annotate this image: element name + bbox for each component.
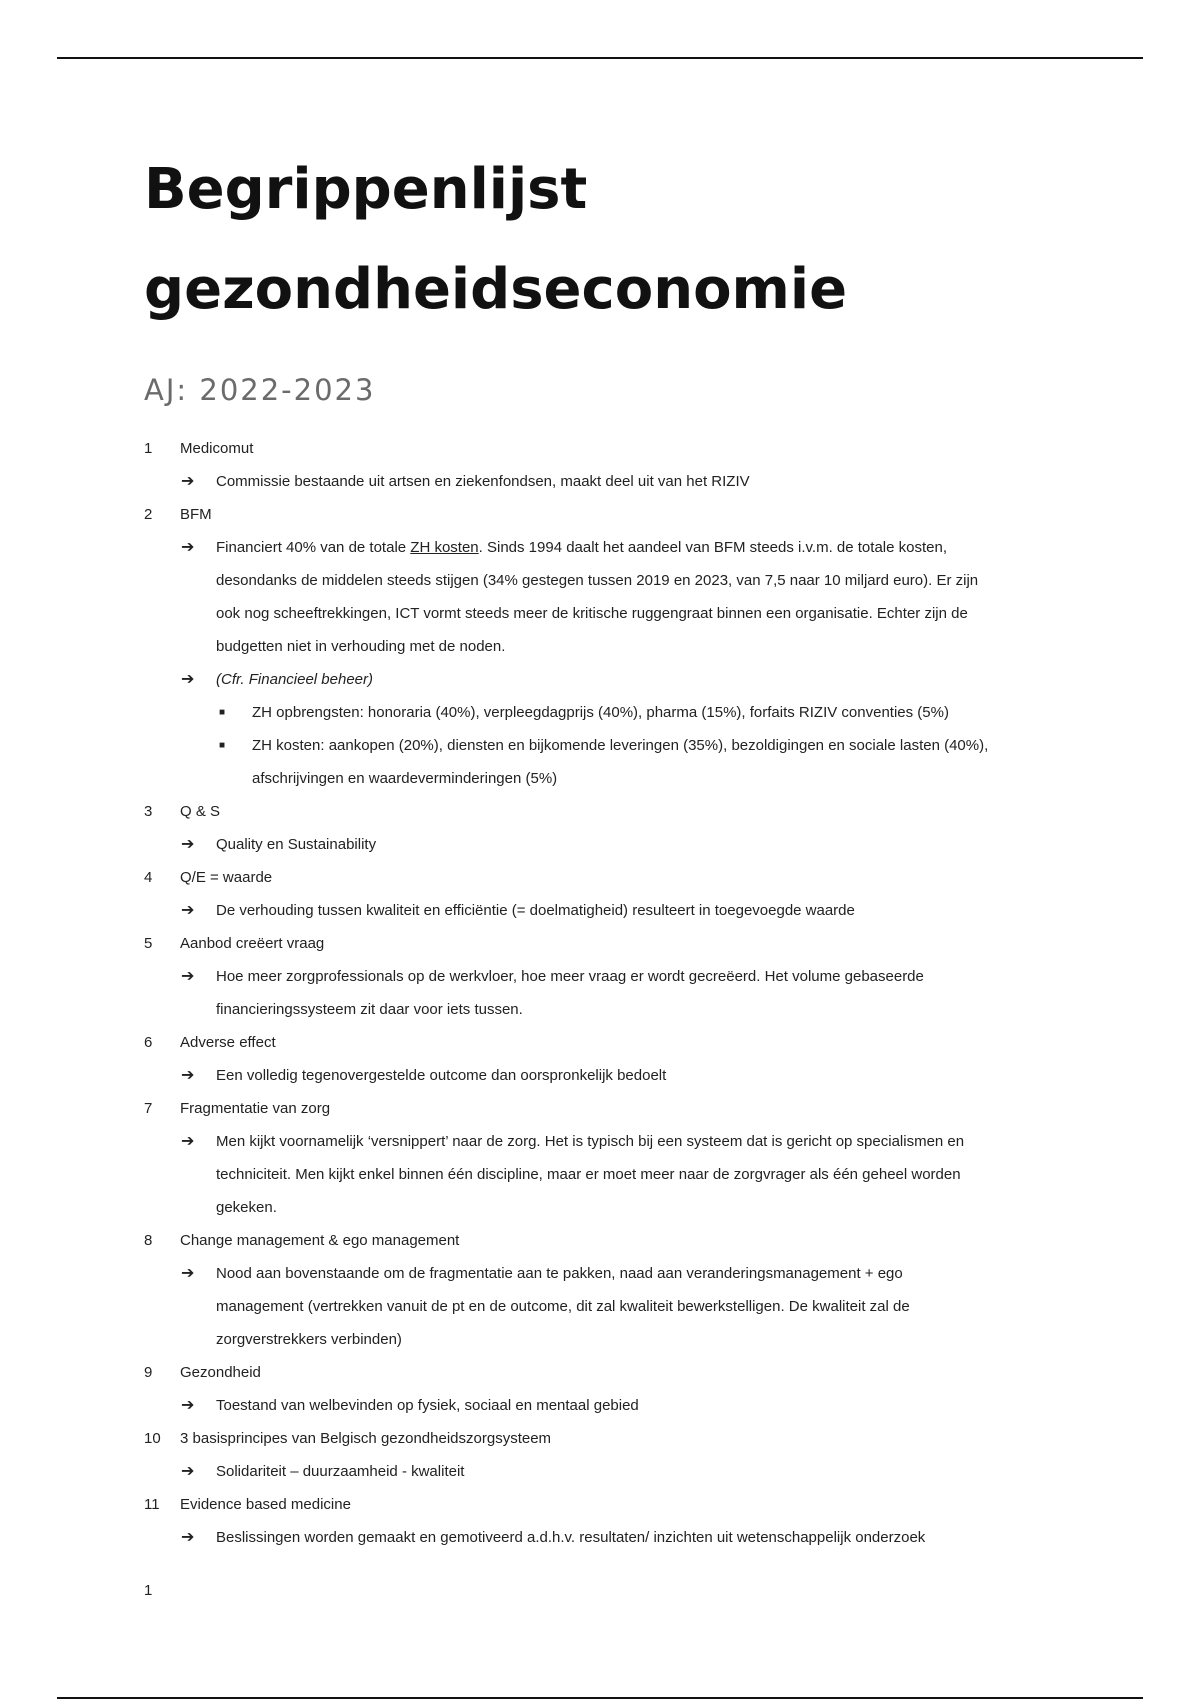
arrow-right-icon: ➔	[181, 1463, 195, 1480]
definition-text-part: gekeken.	[216, 1199, 277, 1216]
page-number: 1	[144, 1582, 153, 1599]
arrow-right-icon: ➔	[181, 968, 195, 985]
definition-text-part: Financiert 40% van de totale	[216, 539, 411, 556]
definition-item	[144, 1125, 1064, 1224]
definition-item	[144, 1455, 1064, 1488]
term-number: 8	[144, 1232, 153, 1249]
definition-item	[144, 1257, 1064, 1356]
square-bullet-icon: ■	[219, 740, 226, 751]
definition-text-part: financieringssysteem zit daar voor iets tussen.	[216, 1001, 523, 1018]
definition-text: De verhouding tussen kwaliteit en efficiëntie (= doelmatigheid) resulteert in toegevoegde waarde	[216, 902, 855, 919]
term-list	[144, 432, 1064, 1554]
sub-bullet-item	[144, 729, 1064, 795]
title-line-1: Begrippenlijst	[144, 157, 588, 222]
term-item	[144, 432, 1064, 465]
arrow-right-icon: ➔	[181, 1529, 195, 1546]
definition-text-part: . Sinds 1994 daalt het aandeel van BFM steeds i.v.m. de totale kosten,	[478, 539, 947, 556]
definition-text-part: zorgverstrekkers verbinden)	[216, 1331, 402, 1348]
term-number: 3	[144, 803, 153, 820]
footer-rule	[57, 1697, 1143, 1699]
term-number: 7	[144, 1100, 153, 1117]
sub-bullet-item	[144, 696, 1064, 729]
term-number: 5	[144, 935, 153, 952]
arrow-right-icon: ➔	[181, 1067, 195, 1084]
term-label: Adverse effect	[180, 1034, 276, 1051]
term-label: Change management & ego management	[180, 1232, 460, 1249]
term-item	[144, 1026, 1064, 1059]
definition-text: Toestand van welbevinden op fysiek, sociaal en mentaal gebied	[216, 1397, 639, 1414]
term-number: 10	[144, 1430, 161, 1447]
definition-text	[216, 1265, 910, 1348]
term-number: 4	[144, 869, 153, 886]
sub-bullet-text: ZH opbrengsten: honoraria (40%), verpleegdagprijs (40%), pharma (15%), forfaits RIZIV conventies (5%)	[252, 704, 949, 721]
title-line-2: gezondheidseconomie	[144, 257, 848, 322]
arrow-right-icon: ➔	[181, 1133, 195, 1150]
document-body	[144, 140, 1064, 1554]
definition-item	[144, 1389, 1064, 1422]
sub-bullet-text-part: afschrijvingen en waardeverminderingen (5%)	[252, 770, 558, 787]
term-item	[144, 1224, 1064, 1257]
arrow-right-icon: ➔	[181, 902, 195, 919]
term-label: Evidence based medicine	[180, 1496, 351, 1513]
term-item	[144, 1356, 1064, 1389]
definition-text: Beslissingen worden gemaakt en gemotiveerd a.d.h.v. resultaten/ inzichten uit wetenschappelijk onderzoek	[216, 1529, 926, 1546]
term-number: 9	[144, 1364, 153, 1381]
square-bullet-icon: ■	[219, 707, 226, 718]
definition-text-part: ook nog scheeftrekkingen, ICT vormt steeds meer de kritische ruggengraat binnen een organisatie. Echter zijn de	[216, 605, 968, 622]
definition-item	[144, 663, 1064, 696]
definition-item	[144, 1521, 1064, 1554]
definition-item	[144, 828, 1064, 861]
definition-text	[216, 539, 978, 655]
term-number: 6	[144, 1034, 153, 1051]
definition-text-part: management (vertrekken vanuit de pt en de outcome, dit zal kwaliteit bewerkstelligen. De kwaliteit zal de	[216, 1298, 910, 1315]
document-title	[144, 140, 1064, 340]
arrow-right-icon: ➔	[181, 473, 195, 490]
term-label: Gezondheid	[180, 1364, 261, 1381]
term-item	[144, 861, 1064, 894]
definition-text-part: desondanks de middelen steeds stijgen (34% gestegen tussen 2019 en 2023, van 7,5 naar 10 miljard euro). Er zijn	[216, 572, 979, 589]
definition-text: (Cfr. Financieel beheer)	[216, 671, 374, 688]
definition-text-part: Men kijkt voornamelijk ‘versnippert’ naar de zorg. Het is typisch bij een systeem dat is gericht op specialismen en	[216, 1133, 965, 1150]
arrow-right-icon: ➔	[181, 671, 195, 688]
term-label: Q/E = waarde	[180, 869, 273, 886]
term-label: 3 basisprincipes van Belgisch gezondheidszorgsysteem	[180, 1430, 552, 1447]
term-label: Medicomut	[180, 440, 254, 457]
term-item	[144, 795, 1064, 828]
term-label: Fragmentatie van zorg	[180, 1100, 331, 1117]
definition-item	[144, 465, 1064, 498]
document-subtitle: AJ: 2022-2023	[144, 373, 376, 407]
arrow-right-icon: ➔	[181, 1265, 195, 1282]
arrow-right-icon: ➔	[181, 1397, 195, 1414]
term-item	[144, 498, 1064, 531]
term-item	[144, 927, 1064, 960]
definition-item	[144, 960, 1064, 1026]
term-item	[144, 1092, 1064, 1125]
term-item	[144, 1422, 1064, 1455]
definition-text-part: Hoe meer zorgprofessionals op de werkvloer, hoe meer vraag er wordt gecreëerd. Het volume gebaseerde	[216, 968, 924, 985]
term-item	[144, 1488, 1064, 1521]
definition-text: Commissie bestaande uit artsen en ziekenfondsen, maakt deel uit van het RIZIV	[216, 473, 750, 490]
definition-item	[144, 531, 1064, 663]
definition-text	[216, 1133, 964, 1216]
definition-text-part: techniciteit. Men kijkt enkel binnen één discipline, maar er moet meer naar de zorgvrager als één geheel worden	[216, 1166, 961, 1183]
sub-bullet-text-part: ZH kosten: aankopen (20%), diensten en bijkomende leveringen (35%), bezoldigingen en sociale lasten (40%),	[252, 737, 989, 754]
definition-item	[144, 1059, 1064, 1092]
term-label: Q & S	[180, 803, 221, 820]
header-rule	[57, 57, 1143, 59]
term-number: 11	[144, 1496, 160, 1513]
arrow-right-icon: ➔	[181, 539, 195, 556]
sub-bullet-text	[252, 737, 988, 787]
term-number: 1	[144, 440, 153, 457]
definition-text	[216, 968, 924, 1018]
arrow-right-icon: ➔	[181, 836, 195, 853]
definition-text: Solidariteit – duurzaamheid - kwaliteit	[216, 1463, 465, 1480]
definition-text-part: Nood aan bovenstaande om de fragmentatie aan te pakken, naad aan veranderingsmanagement + ego	[216, 1265, 903, 1282]
definition-text-part: budgetten niet in verhouding met de noden.	[216, 638, 506, 655]
term-label: BFM	[180, 506, 212, 523]
underlined-term: ZH kosten	[410, 539, 479, 556]
term-number: 2	[144, 506, 153, 523]
definition-text: Een volledig tegenovergestelde outcome dan oorspronkelijk bedoelt	[216, 1067, 667, 1084]
definition-text: Quality en Sustainability	[216, 836, 377, 853]
term-label: Aanbod creëert vraag	[180, 935, 325, 952]
definition-item	[144, 894, 1064, 927]
